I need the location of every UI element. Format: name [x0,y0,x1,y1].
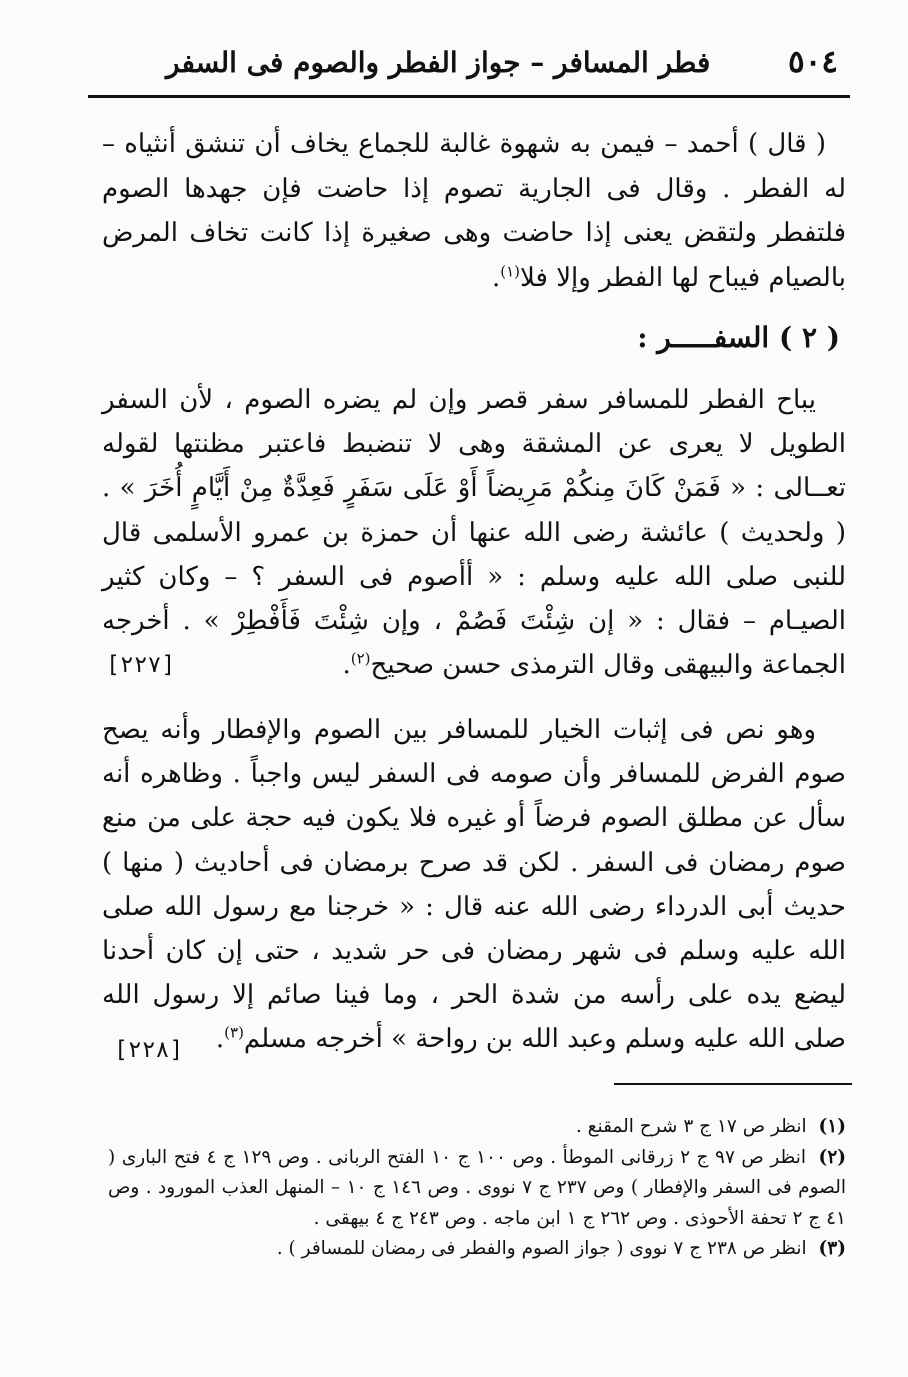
paragraph-2-text: يباح الفطر للمسافر سفر قصر وإن لم يضره الصوم ، لأن السفر الطويل لا يعرى عن المشقة وهى لا تنضبط فاعتبر مظنتها لقوله تعــالى : « فَمَنْ كَانَ مِنكُمْ مَرِيضاً أَوْ عَلَى سَفَرٍ فَعِدَّةٌ مِنْ أَيَّامٍ أُخَرَ » . ( ولحديث ) عائشة رضى الله عنها أن حمزة بن عمرو الأسلمى قال للنبى صلى الله عليه وسلم : « أأصوم فى السفر ؟ – وكان كثير الصيـام – فقال : « إن شِئْتَ فَصُمْ ، وإن شِئْتَ فَأَفْطِرْ » . أخرجه الجماعة والبيهقى وقال الترمذى حسن صحيح [102,385,846,681]
footnote-ref-2: (٢) [350,649,371,668]
paragraph-1 [102,122,846,300]
hadith-number-228: [٢٢٨] [114,1037,184,1063]
paragraph-2 [102,378,846,687]
paragraph-3-end: . [215,1024,225,1055]
footnote-ref-1: (١) [500,261,520,280]
header-rule [88,95,850,98]
hadith-number-227: [٢٢٧] [106,652,176,679]
footnote-1 [108,1112,846,1143]
footnote-text: انظر ص ٢٣٨ ج ٧ نووى ( جواز الصوم والفطر فى رمضان للمسافر ) . [276,1238,807,1259]
footnote-ref-3: (٣) [224,1023,244,1042]
footnote-marker: (٢) [818,1146,847,1168]
paragraph-3-text: وهو نص فى إثبات الخيار للمسافر بين الصوم والإفطار وأنه يصح صوم الفرض للمسافر وأن صومه فى السفر ليس واجباً . وظاهره أنه سأل عن مطلق الصوم فرضاً أو غيره فلا يكون فيه حجة على من منع صوم رمضان فى السفر . لكن قد صرح برمضان فى أحاديث ( منها ) حديث أبى الدرداء رضى الله عنه قال : « خرجنا مع رسول الله صلى الله عليه وسلم فى شهر رمضان فى حر شديد ، حتى إن كان أحدنا ليضع يده على رأسه من شدة الحر ، وما فينا صائم إلا رسول الله صلى الله عليه وسلم وعبد الله بن رواحة » أخرجه مسلم [102,715,846,1055]
footnote-text: انظر ص ١٧ ج ٣ شرح المقنع . [575,1116,807,1137]
paragraph-3 [102,708,846,1062]
page-header [88,30,848,94]
footnote-marker: (١) [818,1116,846,1137]
footnote-marker: (٣) [818,1238,846,1259]
footnote-3 [108,1234,846,1265]
paragraph-1-end: . [491,262,501,293]
paragraph-1-text: ( قال ) أحمد – فيمن به شهوة غالبة للجماع يخاف أن تنشق أنثياه – له الفطر . وقال فى الجارية تصوم إذا حاضت فإن جهدها الصوم فلتفطر ولتقض يعنى إذا حاضت وهى صغيرة إذا كانت تخاف المرض بالصيام فيباح لها الفطر وإلا فلا [102,129,846,293]
page-number: ٥٠٤ [788,44,838,80]
section-heading: ( ٢ ) السفـــــر : [637,321,840,354]
footnote-2 [108,1143,846,1235]
footnotes [108,1112,846,1265]
paragraph-2-end: . [342,650,351,681]
footnote-separator [614,1083,852,1085]
footnote-text: انظر ص ٩٧ ج ٢ زرقانى الموطأ . وص ١٠٠ ج ١٠ الفتح الربانى . وص ١٢٩ ج ٤ فتح البارى ( الصوم فى السفر والإفطار ) وص ٢٣٧ ج ٧ نووى . وص ١٤٦ ج ١٠ – المنهل العذب المورود . وص ٤١ ج ٢ تحفة الأحوذى . وص ٢٦٢ ج ١ ابن ماجه . وص ٢٤٣ ج ٤ بيهقى . [108,1146,846,1229]
running-title: فطر المسافر – جواز الفطر والصوم فى السفر [166,45,711,79]
